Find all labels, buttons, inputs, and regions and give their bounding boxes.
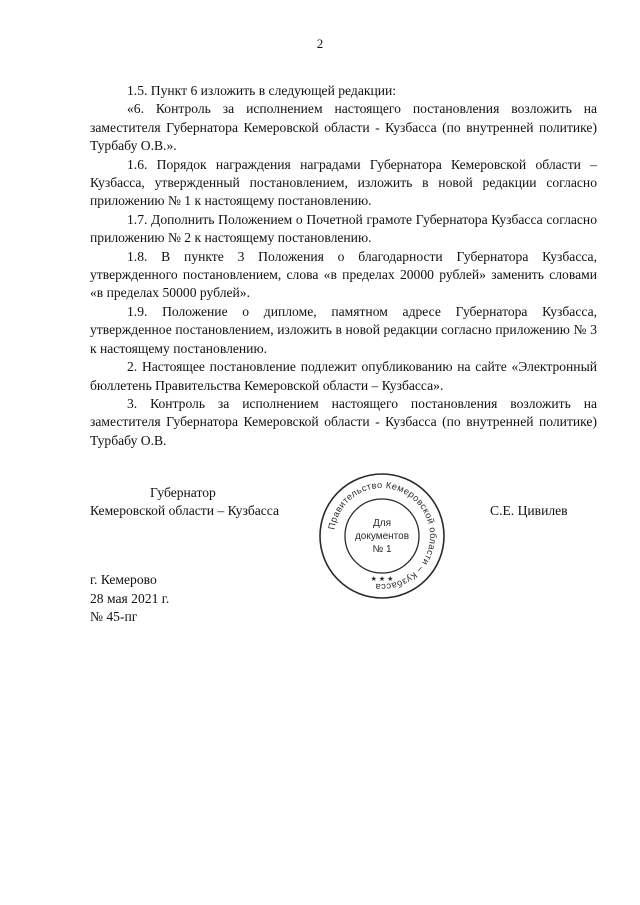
document-meta <box>90 571 169 627</box>
seal-stars: ★ ★ ★ <box>370 576 394 583</box>
paragraph-1-6: 1.6. Порядок награждения наградами Губернатора Кемеровской области – Кузбасса, утвержденный постановлением, изложить в новой редакции согласно приложению № 1 к настоящему постановлению. <box>90 156 597 209</box>
official-seal <box>316 470 448 602</box>
paragraph-1-9: 1.9. Положение о дипломе, памятном адресе Губернатора Кузбасса, утвержденное постановлением, изложить в новой редакции согласно приложению № 3 к настоящему постановлению. <box>90 303 597 356</box>
seal-center-line2: документов <box>354 531 410 542</box>
document-number: № 45-пг <box>90 609 138 624</box>
seal-center-line3: № 1 <box>372 544 392 555</box>
paragraph-2: 2. Настоящее постановление подлежит опубликованию на сайте «Электронный бюллетень Правительства Кемеровской области – Кузбасса». <box>90 359 597 393</box>
paragraph-1-7: 1.7. Дополнить Положением о Почетной грамоте Губернатора Кузбасса согласно приложению № 2 к настоящему постановлению. <box>90 211 597 246</box>
document-body <box>90 82 597 450</box>
paragraph-1-5: 1.5. Пункт 6 изложить в следующей редакции: <box>127 83 397 98</box>
paragraph-1-8: 1.8. В пункте 3 Положения о благодарности Губернатора Кузбасса, утвержденного постановлением, слова «в пределах 20000 рублей» заменить словами «в пределах 50000 рублей». <box>90 248 597 301</box>
signatory-name: С.Е. Цивилев <box>490 503 568 518</box>
signatory-title-line2: Кемеровской области – Кузбасса <box>90 503 280 518</box>
paragraph-3: 3. Контроль за исполнением настоящего постановления возложить на заместителя Губернатора Кемеровской области - Кузбасса (по внутренней политике) Турбабу О.В. <box>90 395 597 448</box>
signatory-title-line1: Губернатор <box>150 485 216 500</box>
paragraph-quote-6: «6. Контроль за исполнением настоящего постановления возложить на заместителя Губернатора Кемеровской области - Кузбасса (по внутренней политике) Турбабу О.В.». <box>90 101 597 154</box>
page-number: 2 <box>316 36 324 51</box>
document-date: 28 мая 2021 г. <box>90 590 170 606</box>
seal-center-line1: Для <box>372 518 392 529</box>
seal-ring-text: Правительство Кемеровской области – Кузбасса <box>326 479 439 593</box>
document-place: г. Кемерово <box>90 572 157 587</box>
